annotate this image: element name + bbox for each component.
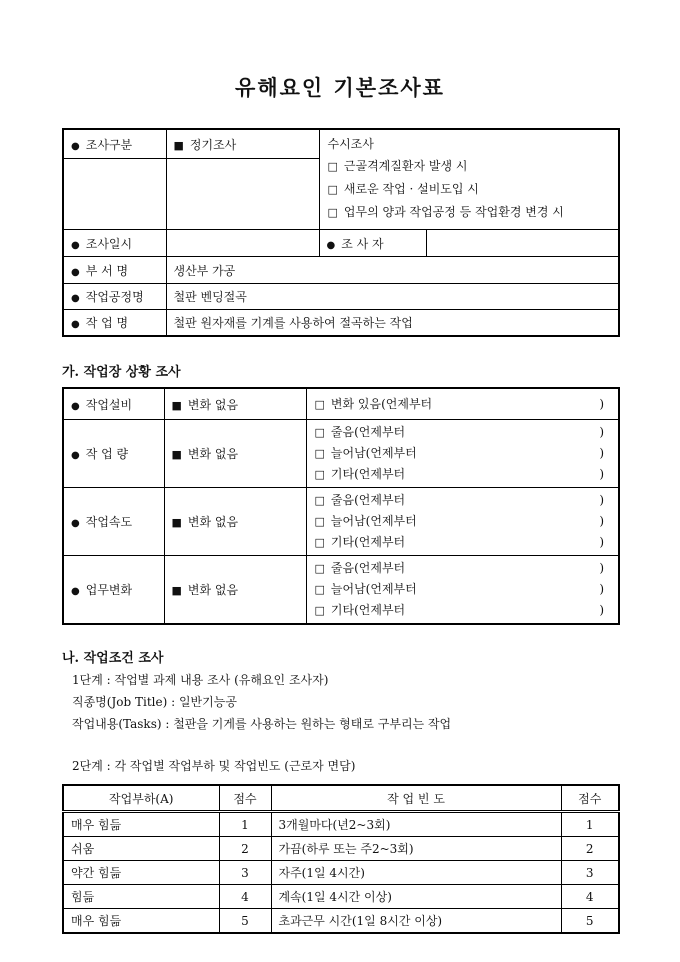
bullet-icon: ● bbox=[326, 239, 336, 251]
close-paren: ) bbox=[599, 446, 604, 460]
process-cell bbox=[63, 284, 166, 310]
option-line: □ 줄음(언제부터 ) bbox=[315, 422, 605, 443]
close-paren: ) bbox=[599, 561, 604, 575]
empty-cell bbox=[166, 159, 319, 230]
col-header-score: 점수 bbox=[219, 785, 271, 812]
surveyor-label: 조 사 자 bbox=[341, 236, 384, 251]
workload-cell: 쉬움 bbox=[63, 837, 219, 861]
option-line: □ 늘어남(언제부터 ) bbox=[315, 511, 605, 532]
surveyor-value-cell bbox=[426, 230, 619, 257]
survey-class-cell bbox=[63, 129, 166, 159]
occasional-survey-cell bbox=[319, 129, 619, 230]
score-cell: 5 bbox=[219, 909, 271, 934]
task-name-cell bbox=[63, 310, 166, 337]
periodic-survey-cell bbox=[166, 129, 319, 159]
dept-label: 부 서 명 bbox=[85, 263, 129, 278]
workload-frequency-table bbox=[62, 784, 620, 934]
unchecked-box-icon: □ bbox=[314, 536, 325, 549]
dept-cell bbox=[63, 257, 166, 284]
col-header-frequency: 작 업 빈 도 bbox=[271, 785, 561, 812]
col-header-workload: 작업부하(A) bbox=[63, 785, 219, 812]
checked-box-icon: ■ bbox=[171, 584, 182, 597]
survey-class-label: 조사구분 bbox=[85, 137, 133, 152]
no-change-cell: ■ 변화 없음 bbox=[164, 420, 306, 488]
score-cell: 3 bbox=[219, 861, 271, 885]
row-label-cell: ● 작업속도 bbox=[63, 488, 164, 556]
frequency-cell: 초과근무 시간(1일 8시간 이상) bbox=[271, 909, 561, 934]
table-row bbox=[63, 909, 619, 934]
option-line: □ 기타(언제부터 ) bbox=[315, 532, 605, 553]
checked-box-icon: ■ bbox=[173, 138, 184, 152]
surveyor-cell bbox=[319, 230, 426, 257]
option-line: □ 변화 있음(언제부터 ) bbox=[315, 394, 605, 415]
options-cell bbox=[306, 388, 619, 420]
survey-date-value-cell bbox=[166, 230, 319, 257]
empty-cell bbox=[63, 159, 166, 230]
survey-date-cell bbox=[63, 230, 166, 257]
occasional-title: 수시조사 bbox=[327, 137, 374, 151]
score-cell: 5 bbox=[561, 909, 619, 934]
survey-date-label: 조사일시 bbox=[85, 236, 133, 251]
score-cell: 4 bbox=[219, 885, 271, 909]
no-change-cell: ■ 변화 없음 bbox=[164, 388, 306, 420]
frequency-cell: 계속(1일 4시간 이상) bbox=[271, 885, 561, 909]
unchecked-box-icon: □ bbox=[327, 160, 338, 173]
option-line: □ 늘어남(언제부터 ) bbox=[315, 579, 605, 600]
close-paren: ) bbox=[599, 467, 604, 481]
row-label-cell: ● 업무변화 bbox=[63, 556, 164, 625]
occasional-item: □ 근골격계질환자 발생 시 bbox=[327, 159, 468, 173]
unchecked-box-icon: □ bbox=[314, 583, 325, 596]
close-paren: ) bbox=[599, 535, 604, 549]
job-title-line: 직종명(Job Title) : 일반기능공 bbox=[72, 695, 237, 709]
section-a-heading: 가. 작업장 상황 조사 bbox=[62, 365, 181, 380]
score-cell: 1 bbox=[561, 812, 619, 837]
bullet-icon: ● bbox=[71, 266, 80, 278]
workload-cell: 매우 힘듦 bbox=[63, 812, 219, 837]
table-row bbox=[63, 885, 619, 909]
unchecked-box-icon: □ bbox=[314, 562, 325, 575]
unchecked-box-icon: □ bbox=[314, 397, 325, 411]
checked-box-icon: ■ bbox=[171, 448, 182, 461]
workload-cell: 힘듦 bbox=[63, 885, 219, 909]
close-paren: ) bbox=[599, 493, 604, 507]
document-title: 유해요인 기본조사표 bbox=[235, 75, 445, 100]
bullet-icon: ● bbox=[71, 319, 80, 330]
occasional-item: □ 업무의 양과 작업공정 등 작업환경 변경 시 bbox=[327, 205, 564, 219]
table-row bbox=[63, 812, 619, 837]
basic-info-table bbox=[62, 128, 620, 337]
unchecked-box-icon: □ bbox=[327, 183, 338, 196]
task-name-label: 작 업 명 bbox=[85, 316, 129, 330]
row-label-cell: ● 작업설비 bbox=[63, 388, 164, 420]
step1-line: 1단계 : 작업별 과제 내용 조사 (유해요인 조사자) bbox=[72, 673, 329, 687]
score-cell: 3 bbox=[561, 861, 619, 885]
workload-cell: 약간 힘듦 bbox=[63, 861, 219, 885]
close-paren: ) bbox=[599, 425, 604, 439]
bullet-icon: ● bbox=[71, 586, 80, 597]
close-paren: ) bbox=[599, 514, 604, 528]
unchecked-box-icon: □ bbox=[327, 206, 338, 219]
options-cell bbox=[306, 420, 619, 488]
row-label-cell: ● 작 업 량 bbox=[63, 420, 164, 488]
close-paren: ) bbox=[599, 603, 604, 617]
workload-cell: 매우 힘듦 bbox=[63, 909, 219, 934]
occasional-item: □ 새로운 작업 · 설비도입 시 bbox=[327, 182, 479, 196]
unchecked-box-icon: □ bbox=[314, 426, 325, 439]
bullet-icon: ● bbox=[71, 239, 80, 251]
bullet-icon: ● bbox=[71, 140, 80, 152]
step2-line: 2단계 : 각 작업별 작업부하 및 작업빈도 (근로자 면담) bbox=[72, 759, 356, 773]
bullet-icon: ● bbox=[71, 400, 80, 412]
close-paren: ) bbox=[599, 582, 604, 596]
score-cell: 1 bbox=[219, 812, 271, 837]
checked-box-icon: ■ bbox=[171, 398, 182, 412]
bullet-icon: ● bbox=[71, 518, 80, 529]
task-name-value: 철판 원자재를 기계를 사용하여 절곡하는 작업 bbox=[166, 310, 619, 337]
bullet-icon: ● bbox=[71, 293, 80, 304]
option-line: □ 기타(언제부터 ) bbox=[315, 600, 605, 621]
close-paren: ) bbox=[599, 396, 604, 411]
unchecked-box-icon: □ bbox=[314, 468, 325, 481]
section-b-heading: 나. 작업조건 조사 bbox=[62, 651, 164, 666]
no-change-cell: ■ 변화 없음 bbox=[164, 556, 306, 625]
option-line: □ 늘어남(언제부터 ) bbox=[315, 443, 605, 464]
dept-value: 생산부 가공 bbox=[166, 257, 619, 284]
bullet-icon: ● bbox=[71, 450, 80, 461]
tasks-line: 작업내용(Tasks) : 철판을 기게를 사용하는 원하는 형태로 구부리는 작업 bbox=[72, 717, 452, 731]
frequency-cell: 자주(1일 4시간) bbox=[271, 861, 561, 885]
process-value: 철판 벤딩절곡 bbox=[166, 284, 619, 310]
unchecked-box-icon: □ bbox=[314, 604, 325, 617]
score-cell: 4 bbox=[561, 885, 619, 909]
unchecked-box-icon: □ bbox=[314, 494, 325, 507]
options-cell bbox=[306, 488, 619, 556]
process-label: 작업공정명 bbox=[85, 290, 144, 304]
table-row bbox=[63, 837, 619, 861]
options-cell bbox=[306, 556, 619, 625]
table-row bbox=[63, 861, 619, 885]
frequency-cell: 3개월마다(년2~3회) bbox=[271, 812, 561, 837]
score-cell: 2 bbox=[219, 837, 271, 861]
periodic-survey-label: 정기조사 bbox=[189, 137, 237, 152]
option-line: □ 줄음(언제부터 ) bbox=[315, 490, 605, 511]
score-cell: 2 bbox=[561, 837, 619, 861]
no-change-cell: ■ 변화 없음 bbox=[164, 488, 306, 556]
option-line: □ 기타(언제부터 ) bbox=[315, 464, 605, 485]
unchecked-box-icon: □ bbox=[314, 515, 325, 528]
option-line: □ 줄음(언제부터 ) bbox=[315, 558, 605, 579]
workplace-situation-table bbox=[62, 387, 620, 625]
frequency-cell: 가끔(하루 또는 주2~3회) bbox=[271, 837, 561, 861]
unchecked-box-icon: □ bbox=[314, 447, 325, 460]
col-header-score: 점수 bbox=[561, 785, 619, 812]
checked-box-icon: ■ bbox=[171, 516, 182, 529]
